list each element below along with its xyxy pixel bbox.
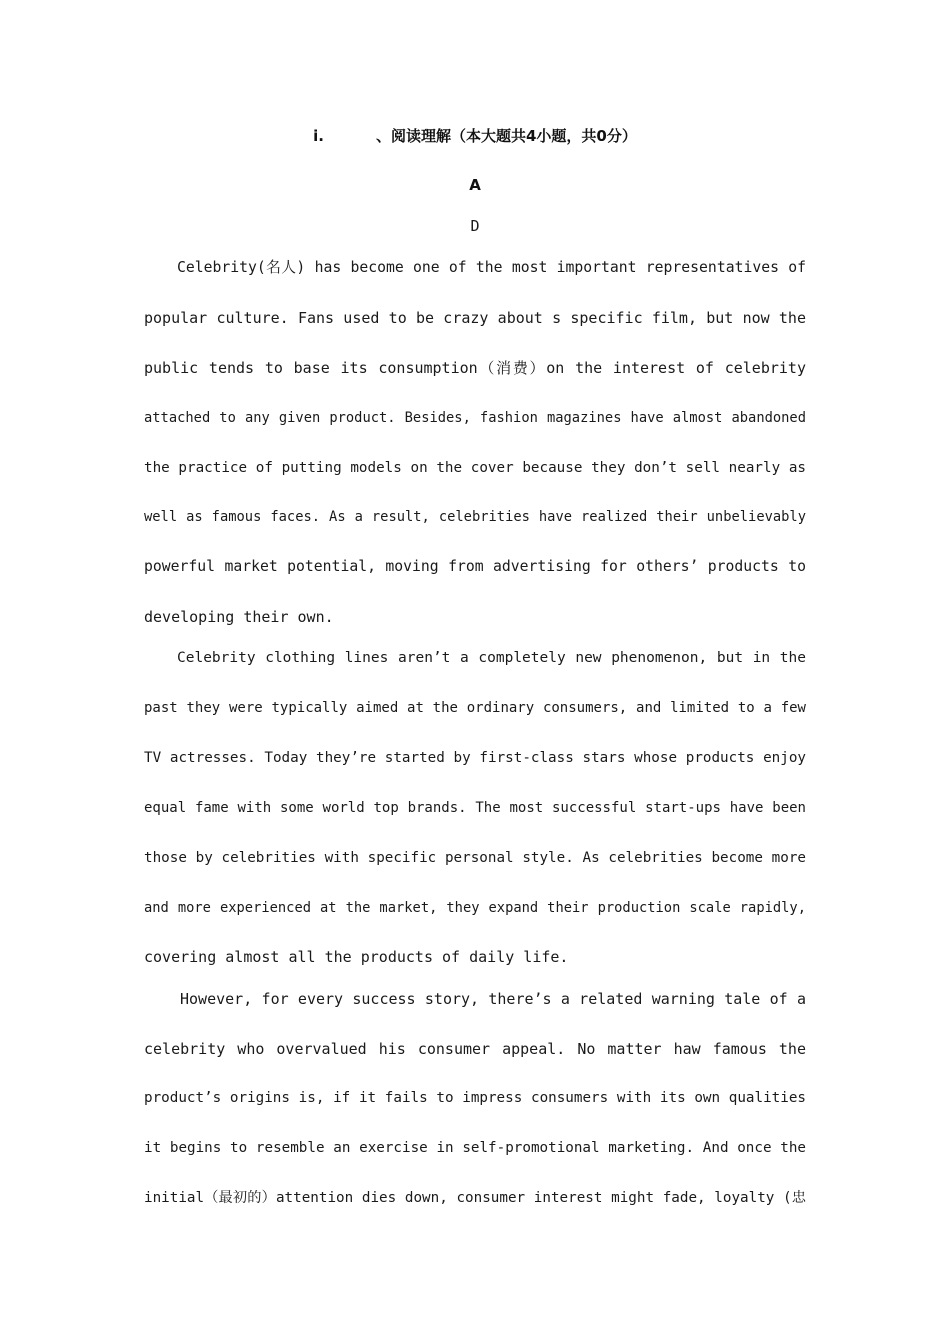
paragraph-3-line-3: product’s origins is, if it fails to impress consumers with its own qualities — [144, 1090, 806, 1106]
section-title: 、阅读理解（本大题共4小题，共0分） — [375, 127, 637, 145]
passage-label: A — [469, 176, 481, 194]
section-number: i. — [313, 127, 324, 145]
paragraph-1-line-8: developing their own. — [144, 608, 334, 626]
section-heading — [0, 125, 950, 146]
paragraph-2-line-3: TV actresses. Today they’re started by first-class stars whose products enjoy — [144, 750, 806, 766]
paragraph-1-line-7: powerful market potential, moving from advertising for others’ products to — [144, 558, 806, 575]
paragraph-1-line-2: popular culture. Fans used to be crazy about s specific film, but now the — [144, 309, 806, 327]
paragraph-1-line-5: the practice of putting models on the cover because they don’t sell nearly as — [144, 460, 806, 476]
paragraph-1-line-4: attached to any given product. Besides, fashion magazines have almost abandoned — [144, 410, 806, 426]
paragraph-3-line-1: However, for every success story, there’s a related warning tale of a — [180, 990, 806, 1008]
paragraph-2-line-4: equal fame with some world top brands. The most successful start-ups have been — [144, 800, 806, 816]
paragraph-2-line-2: past they were typically aimed at the ordinary consumers, and limited to a few — [144, 700, 806, 716]
paragraph-2-line-5: those by celebrities with specific personal style. As celebrities become more — [144, 850, 806, 866]
question-letter: D — [470, 217, 480, 235]
paragraph-3-line-2: celebrity who overvalued his consumer appeal. No matter haw famous the — [144, 1040, 806, 1058]
paragraph-1-line-6: well as famous faces. As a result, celebrities have realized their unbelievably — [144, 509, 806, 525]
paragraph-2-line-1: Celebrity clothing lines aren’t a completely new phenomenon, but in the — [177, 650, 806, 666]
paragraph-1-line-1: Celebrity(名人) has become one of the most important representatives of — [177, 259, 806, 276]
paragraph-3-line-5: initial（最初的）attention dies down, consumer interest might fade, loyalty (忠 — [144, 1190, 806, 1206]
paragraph-2-line-7: covering almost all the products of daily life. — [144, 948, 569, 966]
paragraph-1-line-3: public tends to base its consumption（消费）on the interest of celebrity — [144, 359, 806, 377]
paragraph-3-line-4: it begins to resemble an exercise in self-promotional marketing. And once the — [144, 1140, 806, 1156]
paragraph-2-line-6: and more experienced at the market, they expand their production scale rapidly, — [144, 900, 806, 916]
